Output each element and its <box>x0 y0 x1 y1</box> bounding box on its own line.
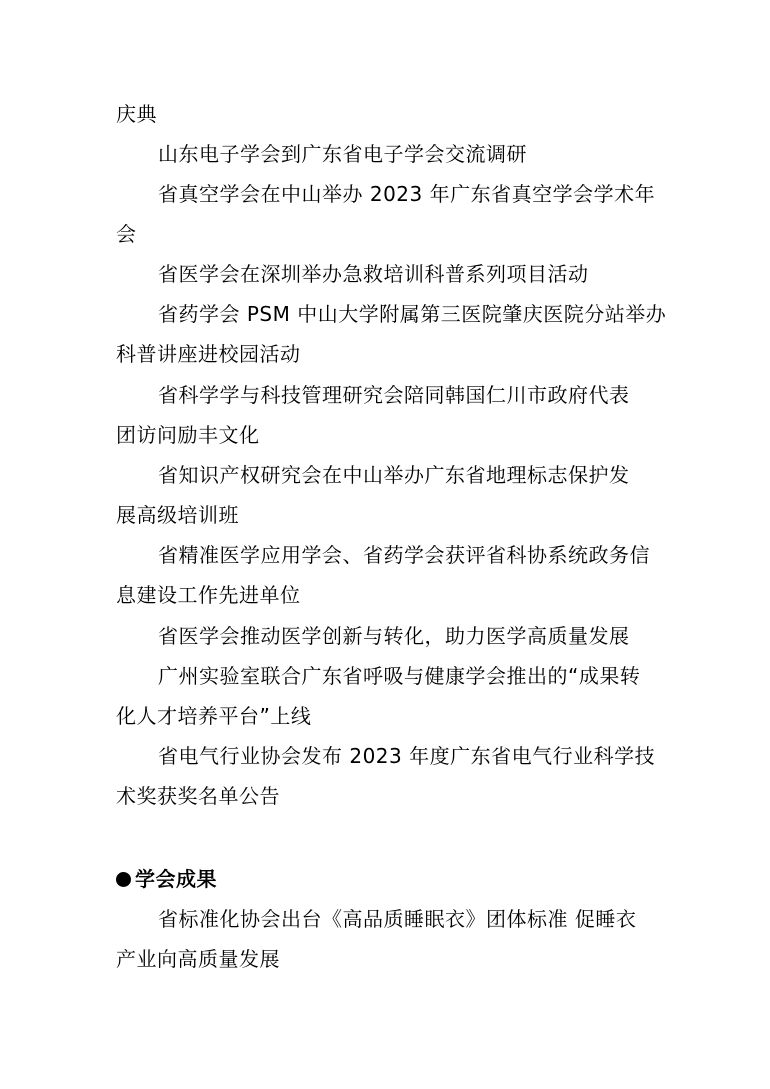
news-item-continuation: 科普讲座进校园活动 <box>116 342 301 366</box>
bullet-icon <box>116 872 131 887</box>
news-item: 省医学会在深圳举办急救培训科普系列项目活动 <box>158 262 589 286</box>
news-item: 省科学学与科技管理研究会陪同韩国仁川市政府代表 <box>158 383 630 407</box>
news-item-continuation: 展高级培训班 <box>116 503 239 527</box>
news-item: 省精准医学应用学会、省药学会获评省科协系统政务信 <box>158 543 650 567</box>
news-item-continuation: 会 <box>116 222 137 246</box>
news-item-continuation: 庆典 <box>116 102 157 126</box>
news-item: 山东电子学会到广东省电子学会交流调研 <box>158 142 527 166</box>
section-heading-label: 学会成果 <box>135 867 217 891</box>
news-item-continuation: 团访问励丰文化 <box>116 423 260 447</box>
news-item: 广州实验室联合广东省呼吸与健康学会推出的“成果转 <box>158 664 641 688</box>
news-item: 省医学会推动医学创新与转化，助力医学高质量发展 <box>158 624 630 648</box>
news-item: 省电气行业协会发布 2023 年度广东省电气行业科学技 <box>158 744 656 768</box>
achievement-item: 省标准化协会出台《高品质睡眠衣》团体标准 促睡衣 <box>158 907 637 931</box>
news-item-continuation: 息建设工作先进单位 <box>116 583 301 607</box>
news-item-continuation: 术奖获奖名单公告 <box>116 784 280 808</box>
news-item: 省知识产权研究会在中山举办广东省地理标志保护发 <box>158 463 630 487</box>
achievement-item-continuation: 产业向高质量发展 <box>116 947 280 971</box>
section-heading-achievements <box>116 867 217 891</box>
news-item: 省药学会 PSM 中山大学附属第三医院肇庆医院分站举办 <box>158 302 667 326</box>
news-item-continuation: 化人才培养平台”上线 <box>116 704 312 728</box>
news-item: 省真空学会在中山举办 2023 年广东省真空学会学术年 <box>158 182 656 206</box>
